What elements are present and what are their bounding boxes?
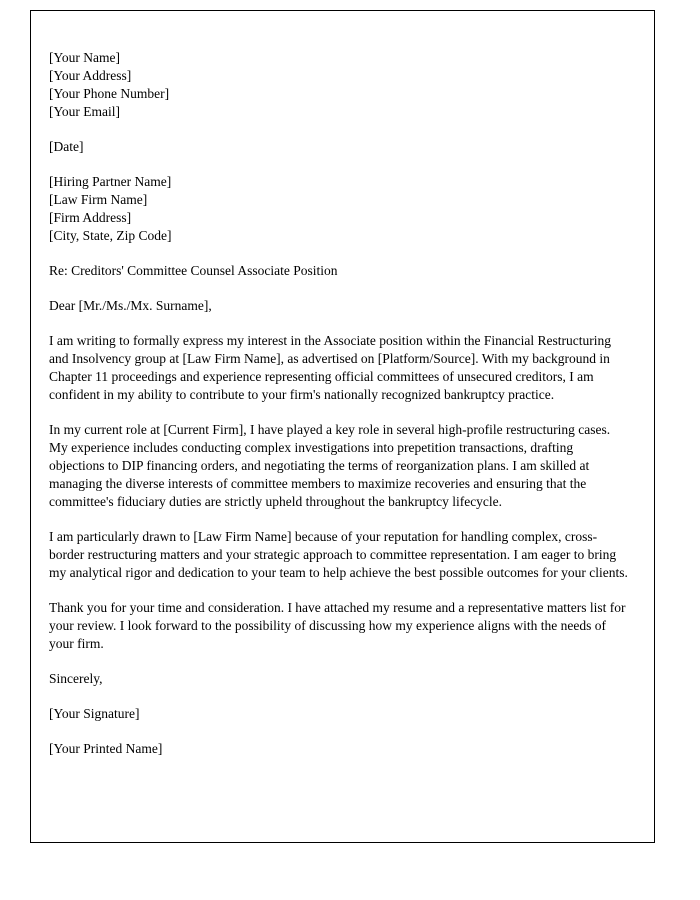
salutation-block [49,297,628,315]
recipient-address-block [49,173,628,245]
subject-line: Re: Creditors' Committee Counsel Associate Position [49,263,338,278]
salutation: Dear [Mr./Ms./Mx. Surname], [49,298,212,313]
closing-block [49,670,628,688]
letter-date: [Date] [49,139,84,154]
recipient-city-state-zip: [City, State, Zip Code] [49,228,172,243]
body-paragraph-1: I am writing to formally express my interest in the Associate position within the Financial Restructuring and Insolvency group at [Law Firm Name], as advertised on [Platform/Source]. With my background in Chapter 11 proceedings and experience representing official committees of unsecured creditors, I am confident in my ability to contribute to your firm's nationally recognized bankruptcy practice. [49,333,612,402]
signature-placeholder: [Your Signature] [49,706,140,721]
sender-name: [Your Name] [49,50,120,65]
body-paragraph-4: Thank you for your time and consideration. I have attached my resume and a representative matters list for your review. I look forward to the possibility of discussing how my experience aligns with the needs of your firm. [49,600,626,651]
body-paragraph-2: In my current role at [Current Firm], I have played a key role in several high-profile restructuring cases. My experience includes conducting complex investigations into prepetition transactions, drafting objections to DIP financing orders, and negotiating the terms of reorganization plans. I am skilled at managing the diverse interests of committee members to maximize recoveries and ensuring that the committee's fiduciary duties are strictly upheld throughout the bankruptcy lifecycle. [49,422,611,509]
recipient-address: [Firm Address] [49,210,132,225]
date-block [49,138,628,156]
sender-email: [Your Email] [49,104,121,119]
letter-page [30,10,655,843]
sender-address: [Your Address] [49,68,132,83]
printed-name: [Your Printed Name] [49,741,163,756]
recipient-name: [Hiring Partner Name] [49,174,172,189]
sender-phone: [Your Phone Number] [49,86,170,101]
printed-name-block [49,740,628,758]
body-paragraph-3: I am particularly drawn to [Law Firm Name] because of your reputation for handling complex, cross-border restructuring matters and your strategic approach to committee representation. I am eager to bring my analytical rigor and dedication to your team to help achieve the best possible outcomes for your clients. [49,529,628,580]
sender-address-block [49,49,628,121]
signature-block [49,705,628,723]
closing: Sincerely, [49,671,103,686]
subject-line-block [49,262,628,280]
recipient-firm: [Law Firm Name] [49,192,148,207]
